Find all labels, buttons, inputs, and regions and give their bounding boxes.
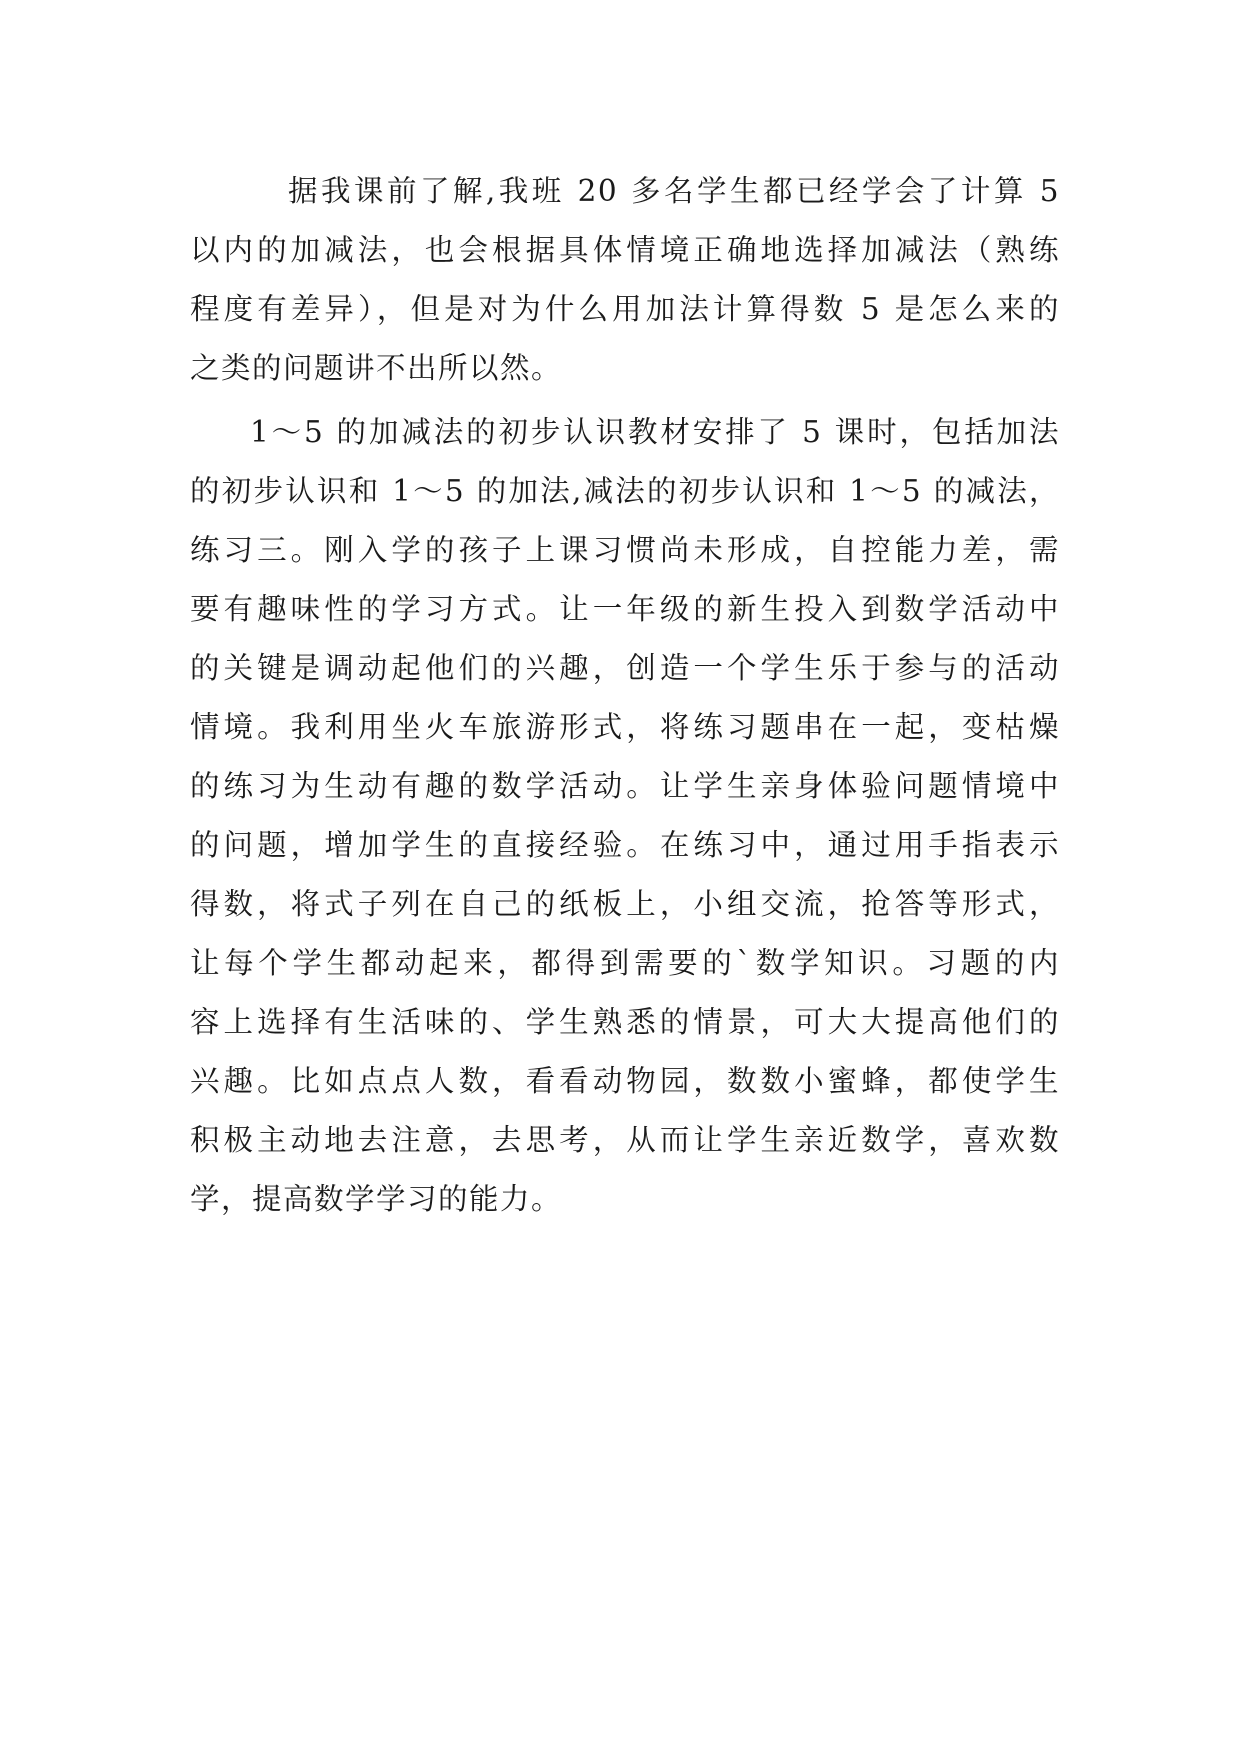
- paragraph-line: 情境。我利用坐火车旅游形式，将练习题串在一起，变枯燥: [190, 710, 1060, 744]
- paragraph-line: 以内的加减法，也会根据具体情境正确地选择加减法（熟练: [190, 233, 1060, 267]
- paragraph-line: 的初步认识和 1～5 的加法,减法的初步认识和 1～5 的减法，: [190, 474, 1060, 508]
- document-body: [190, 162, 1060, 1229]
- paragraph-line: 练习三。刚入学的孩子上课习惯尚未形成，自控能力差，需: [190, 533, 1060, 567]
- paragraph-1: [190, 162, 1060, 398]
- paragraph-line: 1～5 的加减法的初步认识教材安排了 5 课时，包括加法: [250, 415, 1060, 449]
- paragraph-line: 程度有差异），但是对为什么用加法计算得数 5 是怎么来的: [190, 292, 1060, 326]
- paragraph-line: 据我课前了解,我班 20 多名学生都已经学会了计算 5: [288, 174, 1060, 208]
- paragraph-line: 的练习为生动有趣的数学活动。让学生亲身体验问题情境中: [190, 769, 1060, 803]
- paragraph-line: 之类的问题讲不出所以然。: [190, 351, 563, 385]
- paragraph-line: 容上选择有生活味的、学生熟悉的情景，可大大提高他们的: [190, 1005, 1060, 1039]
- paragraph-line: 得数，将式子列在自己的纸板上，小组交流，抢答等形式，: [190, 887, 1060, 921]
- paragraph-line: 的问题，增加学生的直接经验。在练习中，通过用手指表示: [190, 828, 1060, 862]
- paragraph-line: 学，提高数学学习的能力。: [190, 1182, 563, 1216]
- paragraph-line: 的关键是调动起他们的兴趣，创造一个学生乐于参与的活动: [190, 651, 1060, 685]
- paragraph-2: [190, 403, 1060, 1229]
- paragraph-line: 兴趣。比如点点人数，看看动物园，数数小蜜蜂，都使学生: [190, 1064, 1060, 1098]
- paragraph-line: 要有趣味性的学习方式。让一年级的新生投入到数学活动中: [190, 592, 1060, 626]
- paragraph-line: 让每个学生都动起来，都得到需要的`数学知识。习题的内: [190, 946, 1060, 980]
- paragraph-line: 积极主动地去注意，去思考，从而让学生亲近数学，喜欢数: [190, 1123, 1060, 1157]
